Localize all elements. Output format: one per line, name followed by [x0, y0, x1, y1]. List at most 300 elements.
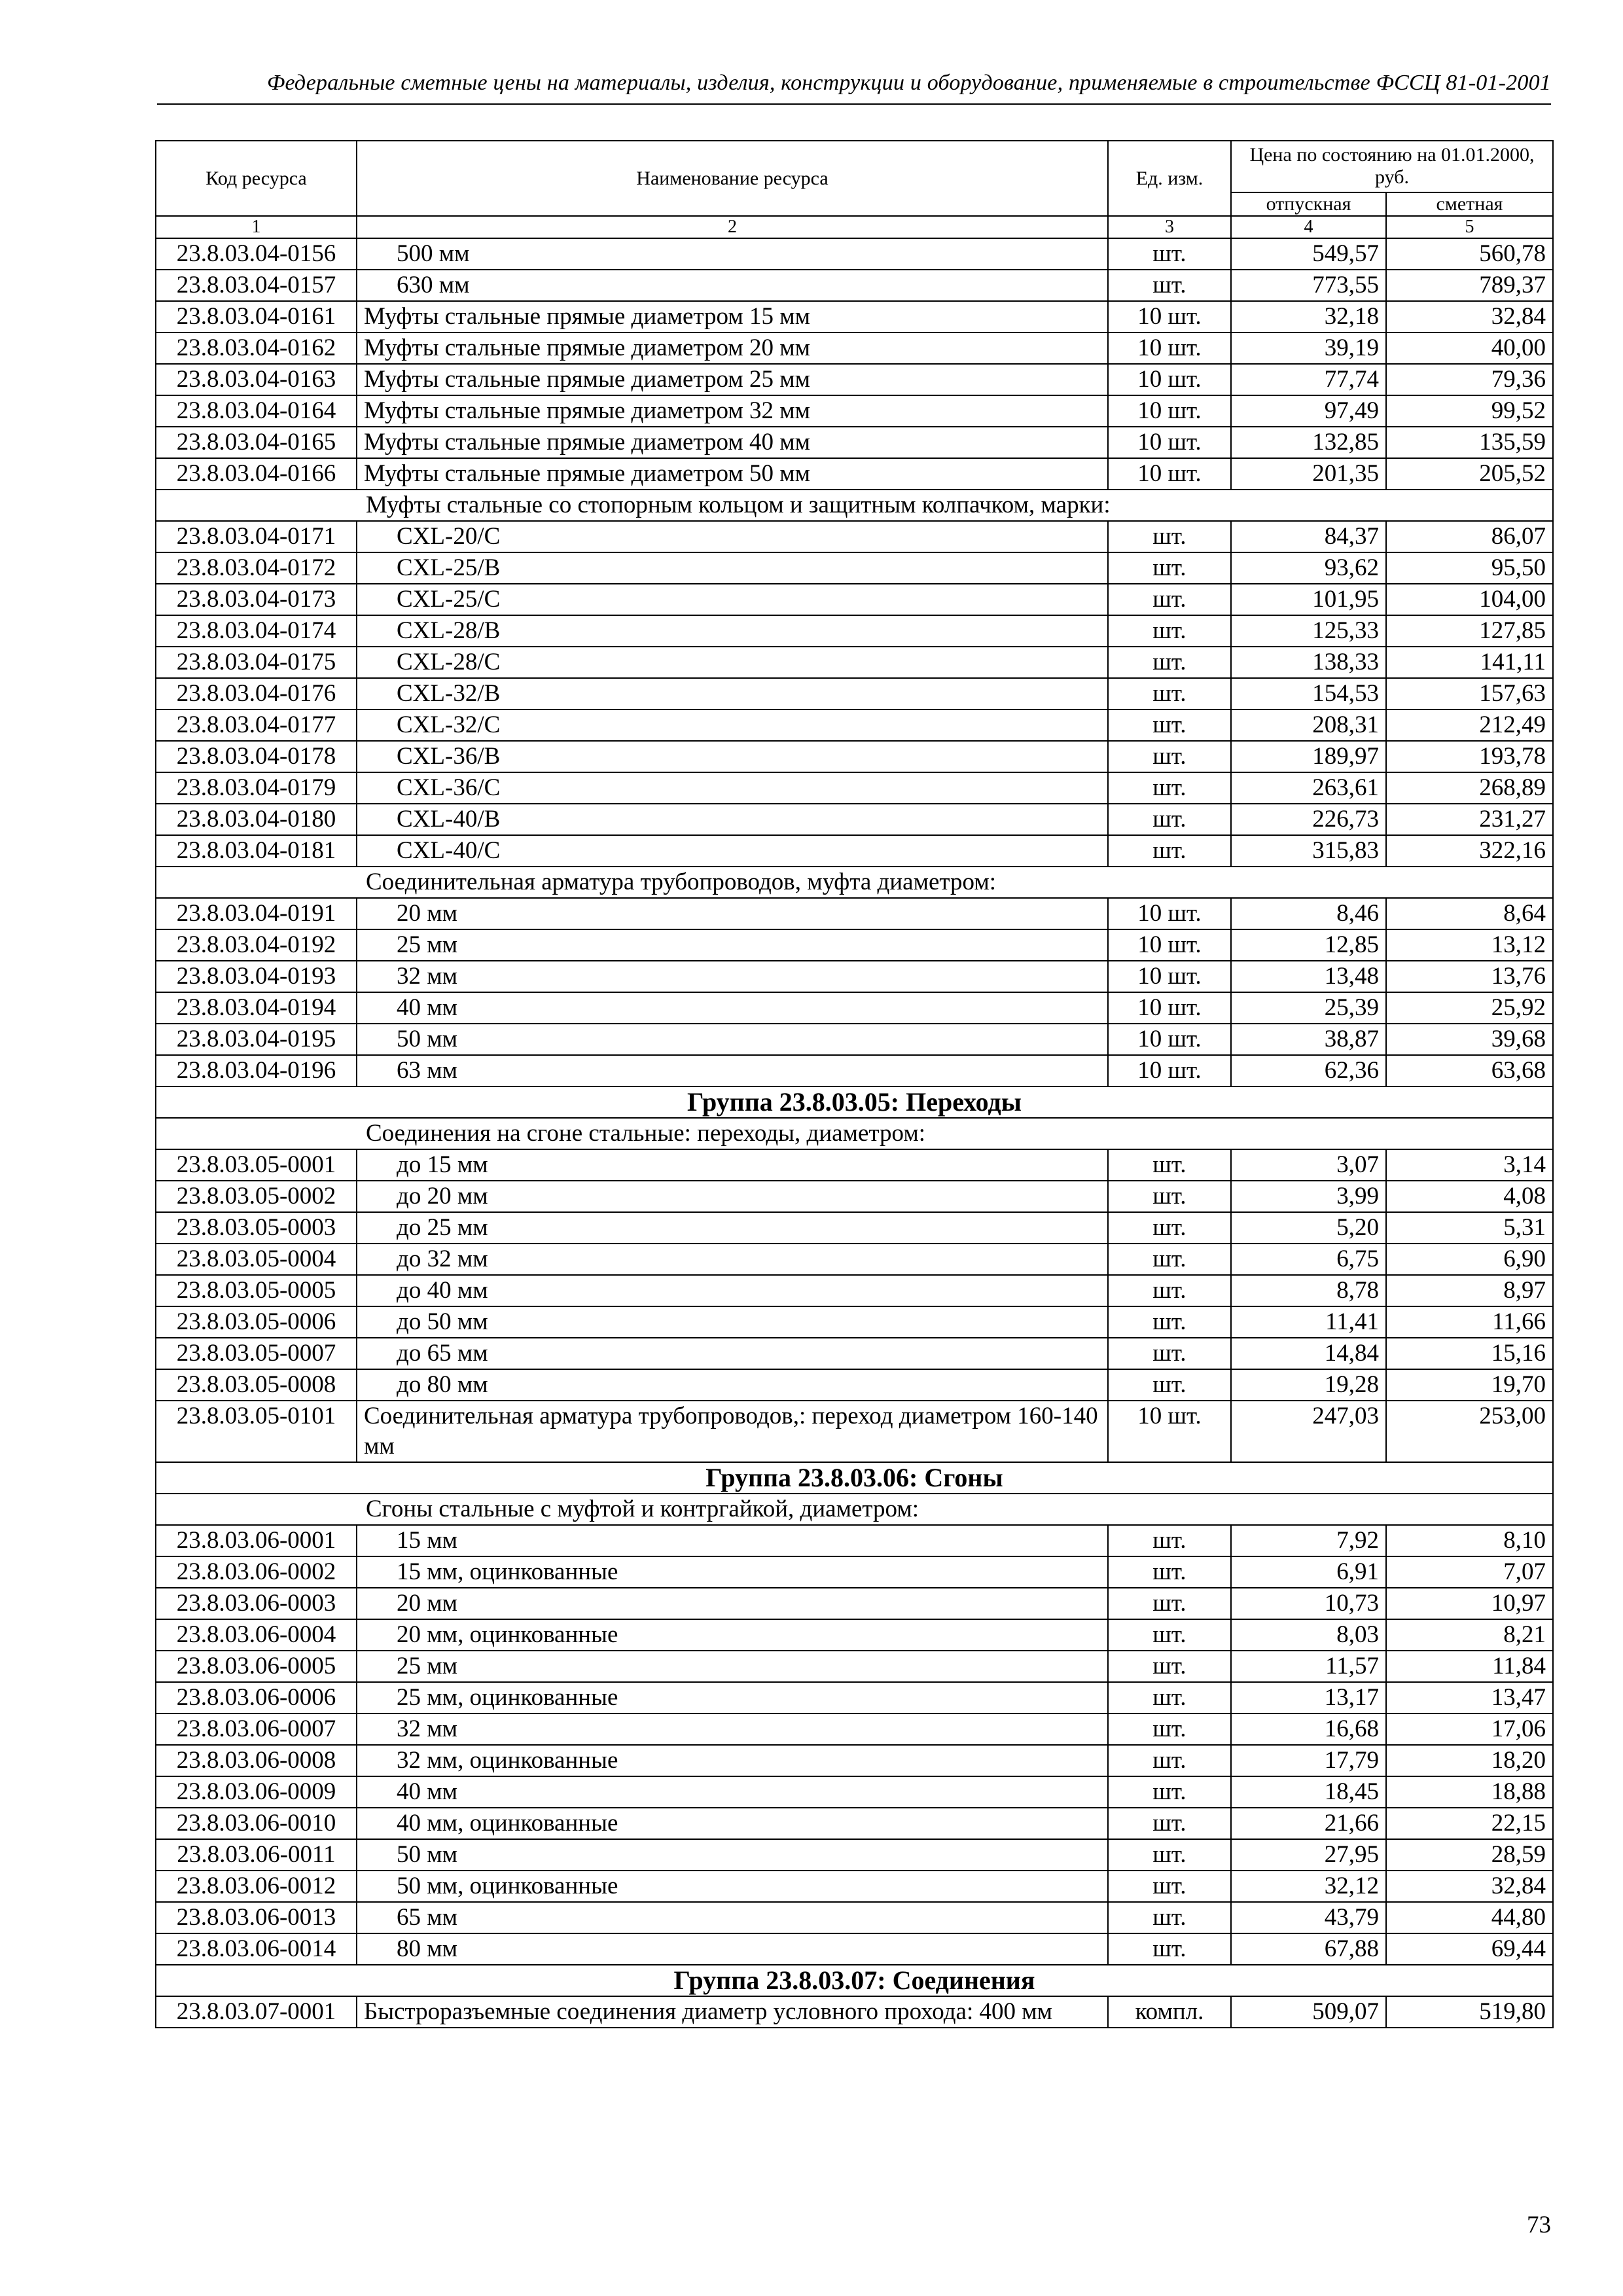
resource-code: 23.8.03.06-0001 [156, 1525, 357, 1556]
release-price: 154,53 [1231, 678, 1386, 709]
unit-of-measure: шт. [1108, 1306, 1231, 1338]
resource-name: CXL-20/C [357, 521, 1108, 552]
table-row [156, 678, 1553, 709]
table-row [156, 1871, 1553, 1902]
release-price: 93,62 [1231, 552, 1386, 584]
resource-code: 23.8.03.05-0004 [156, 1244, 357, 1275]
table-row [156, 395, 1553, 427]
resource-code: 23.8.03.04-0174 [156, 615, 357, 647]
estimate-price: 40,00 [1386, 332, 1553, 364]
unit-of-measure: шт. [1108, 1149, 1231, 1181]
table-row [156, 1776, 1553, 1808]
unit-of-measure: шт. [1108, 1556, 1231, 1588]
estimate-price: 44,80 [1386, 1902, 1553, 1933]
resource-name: 32 мм [357, 961, 1108, 992]
unit-of-measure: шт. [1108, 772, 1231, 804]
release-price: 11,41 [1231, 1306, 1386, 1338]
resource-code: 23.8.03.06-0005 [156, 1651, 357, 1682]
table-row [156, 427, 1553, 458]
table-row [156, 552, 1553, 584]
resource-name: 32 мм, оцинкованные [357, 1745, 1108, 1776]
unit-of-measure: шт. [1108, 615, 1231, 647]
resource-code: 23.8.03.04-0179 [156, 772, 357, 804]
unit-of-measure: 10 шт. [1108, 427, 1231, 458]
section-heading-row [156, 1118, 1553, 1149]
resource-name: 50 мм, оцинкованные [357, 1871, 1108, 1902]
release-price: 84,37 [1231, 521, 1386, 552]
resource-name: до 32 мм [357, 1244, 1108, 1275]
estimate-price: 8,10 [1386, 1525, 1553, 1556]
unit-of-measure: 10 шт. [1108, 898, 1231, 929]
estimate-price: 22,15 [1386, 1808, 1553, 1839]
estimate-price: 8,64 [1386, 898, 1553, 929]
resource-code: 23.8.03.05-0101 [156, 1401, 357, 1462]
estimate-price: 231,27 [1386, 804, 1553, 835]
estimate-price: 135,59 [1386, 427, 1553, 458]
estimate-price: 253,00 [1386, 1401, 1553, 1462]
release-price: 10,73 [1231, 1588, 1386, 1619]
unit-of-measure: шт. [1108, 1776, 1231, 1808]
table-row [156, 1808, 1553, 1839]
unit-of-measure: 10 шт. [1108, 301, 1231, 332]
unit-of-measure: шт. [1108, 1933, 1231, 1965]
resource-name: 630 мм [357, 270, 1108, 301]
resource-name: 40 мм [357, 992, 1108, 1024]
resource-code: 23.8.03.06-0002 [156, 1556, 357, 1588]
estimate-price: 519,80 [1386, 1996, 1553, 2028]
estimate-price: 15,16 [1386, 1338, 1553, 1369]
column-number-row [156, 216, 1553, 238]
unit-of-measure: 10 шт. [1108, 458, 1231, 490]
release-price: 6,75 [1231, 1244, 1386, 1275]
resource-name: 25 мм [357, 929, 1108, 961]
group-heading-row [156, 1965, 1553, 1996]
estimate-price: 39,68 [1386, 1024, 1553, 1055]
unit-of-measure: шт. [1108, 1651, 1231, 1682]
resource-code: 23.8.03.06-0006 [156, 1682, 357, 1713]
group-heading-row [156, 1086, 1553, 1118]
resource-code: 23.8.03.04-0176 [156, 678, 357, 709]
unit-of-measure: шт. [1108, 1902, 1231, 1933]
release-price: 32,12 [1231, 1871, 1386, 1902]
release-price: 13,48 [1231, 961, 1386, 992]
header-estimate-price: сметная [1386, 192, 1553, 216]
table-row [156, 1682, 1553, 1713]
release-price: 8,03 [1231, 1619, 1386, 1651]
estimate-price: 79,36 [1386, 364, 1553, 395]
resource-code: 23.8.03.06-0009 [156, 1776, 357, 1808]
unit-of-measure: шт. [1108, 1619, 1231, 1651]
unit-of-measure: шт. [1108, 1275, 1231, 1306]
estimate-price: 4,08 [1386, 1181, 1553, 1212]
estimate-price: 32,84 [1386, 301, 1553, 332]
estimate-price: 13,12 [1386, 929, 1553, 961]
resource-name: Быстроразъемные соединения диаметр условного прохода: 400 мм [357, 1996, 1108, 2028]
release-price: 773,55 [1231, 270, 1386, 301]
column-number: 2 [357, 216, 1108, 238]
release-price: 77,74 [1231, 364, 1386, 395]
estimate-price: 13,76 [1386, 961, 1553, 992]
resource-name: Соединительная арматура трубопроводов,: переход диаметром 160-140 мм [357, 1401, 1108, 1462]
release-price: 138,33 [1231, 647, 1386, 678]
release-price: 18,45 [1231, 1776, 1386, 1808]
table-row [156, 1024, 1553, 1055]
resource-code: 23.8.03.04-0178 [156, 741, 357, 772]
section-heading: Соединения на сгоне стальные: переходы, диаметром: [156, 1118, 1553, 1149]
release-price: 201,35 [1231, 458, 1386, 490]
release-price: 13,17 [1231, 1682, 1386, 1713]
unit-of-measure: шт. [1108, 1588, 1231, 1619]
estimate-price: 11,84 [1386, 1651, 1553, 1682]
table-row [156, 992, 1553, 1024]
resource-name: CXL-28/B [357, 615, 1108, 647]
unit-of-measure: шт. [1108, 521, 1231, 552]
table-row [156, 1275, 1553, 1306]
estimate-price: 99,52 [1386, 395, 1553, 427]
table-row [156, 238, 1553, 270]
resource-code: 23.8.03.04-0191 [156, 898, 357, 929]
resource-code: 23.8.03.05-0008 [156, 1369, 357, 1401]
section-heading-row [156, 490, 1553, 521]
release-price: 101,95 [1231, 584, 1386, 615]
table-row [156, 1401, 1553, 1462]
release-price: 67,88 [1231, 1933, 1386, 1965]
table-row [156, 1996, 1553, 2028]
release-price: 14,84 [1231, 1338, 1386, 1369]
resource-name: Муфты стальные прямые диаметром 25 мм [357, 364, 1108, 395]
resource-name: до 25 мм [357, 1212, 1108, 1244]
resource-name: 15 мм [357, 1525, 1108, 1556]
estimate-price: 268,89 [1386, 772, 1553, 804]
page-number: 73 [1527, 2212, 1551, 2238]
estimate-price: 25,92 [1386, 992, 1553, 1024]
header-release-price: отпускная [1231, 192, 1386, 216]
table-row [156, 1181, 1553, 1212]
unit-of-measure: шт. [1108, 1713, 1231, 1745]
table-row [156, 1306, 1553, 1338]
resource-code: 23.8.03.04-0161 [156, 301, 357, 332]
resource-code: 23.8.03.05-0006 [156, 1306, 357, 1338]
table-row [156, 1212, 1553, 1244]
estimate-price: 86,07 [1386, 521, 1553, 552]
unit-of-measure: шт. [1108, 552, 1231, 584]
unit-of-measure: шт. [1108, 1808, 1231, 1839]
estimate-price: 95,50 [1386, 552, 1553, 584]
table-row [156, 835, 1553, 867]
release-price: 3,07 [1231, 1149, 1386, 1181]
table-row [156, 1619, 1553, 1651]
resource-name: до 50 мм [357, 1306, 1108, 1338]
resource-code: 23.8.03.04-0194 [156, 992, 357, 1024]
estimate-price: 18,88 [1386, 1776, 1553, 1808]
resource-name: Муфты стальные прямые диаметром 32 мм [357, 395, 1108, 427]
estimate-price: 10,97 [1386, 1588, 1553, 1619]
resource-name: 65 мм [357, 1902, 1108, 1933]
unit-of-measure: шт. [1108, 270, 1231, 301]
resource-name: до 20 мм [357, 1181, 1108, 1212]
resource-name: CXL-28/C [357, 647, 1108, 678]
header-rule [157, 103, 1551, 105]
release-price: 5,20 [1231, 1212, 1386, 1244]
table-row [156, 961, 1553, 992]
unit-of-measure: шт. [1108, 1244, 1231, 1275]
estimate-price: 5,31 [1386, 1212, 1553, 1244]
table-row [156, 1839, 1553, 1871]
resource-code: 23.8.03.06-0003 [156, 1588, 357, 1619]
table-row [156, 1933, 1553, 1965]
release-price: 21,66 [1231, 1808, 1386, 1839]
release-price: 16,68 [1231, 1713, 1386, 1745]
table-row [156, 709, 1553, 741]
resource-code: 23.8.03.04-0193 [156, 961, 357, 992]
table-row [156, 1244, 1553, 1275]
resource-name: Муфты стальные прямые диаметром 50 мм [357, 458, 1108, 490]
release-price: 62,36 [1231, 1055, 1386, 1086]
resource-code: 23.8.03.04-0166 [156, 458, 357, 490]
resource-code: 23.8.03.04-0156 [156, 238, 357, 270]
resource-code: 23.8.03.04-0165 [156, 427, 357, 458]
resource-name: 32 мм [357, 1713, 1108, 1745]
resource-code: 23.8.03.06-0014 [156, 1933, 357, 1965]
resource-code: 23.8.03.04-0162 [156, 332, 357, 364]
unit-of-measure: шт. [1108, 1212, 1231, 1244]
table-row [156, 898, 1553, 929]
resource-name: 25 мм, оцинкованные [357, 1682, 1108, 1713]
resource-code: 23.8.03.05-0007 [156, 1338, 357, 1369]
unit-of-measure: шт. [1108, 1525, 1231, 1556]
table-row [156, 647, 1553, 678]
release-price: 32,18 [1231, 301, 1386, 332]
resource-name: CXL-36/C [357, 772, 1108, 804]
resource-name: 20 мм [357, 1588, 1108, 1619]
resource-name: Муфты стальные прямые диаметром 15 мм [357, 301, 1108, 332]
estimate-price: 127,85 [1386, 615, 1553, 647]
estimate-price: 17,06 [1386, 1713, 1553, 1745]
resource-code: 23.8.03.06-0010 [156, 1808, 357, 1839]
estimate-price: 104,00 [1386, 584, 1553, 615]
column-number: 3 [1108, 216, 1231, 238]
resource-name: 20 мм [357, 898, 1108, 929]
unit-of-measure: шт. [1108, 1338, 1231, 1369]
release-price: 226,73 [1231, 804, 1386, 835]
price-table [155, 140, 1554, 2028]
estimate-price: 141,11 [1386, 647, 1553, 678]
section-heading: Муфты стальные со стопорным кольцом и защитным колпачком, марки: [156, 490, 1553, 521]
unit-of-measure: шт. [1108, 709, 1231, 741]
resource-code: 23.8.03.06-0011 [156, 1839, 357, 1871]
unit-of-measure: шт. [1108, 1839, 1231, 1871]
header-unit: Ед. изм. [1108, 141, 1231, 216]
resource-name: до 80 мм [357, 1369, 1108, 1401]
resource-code: 23.8.03.05-0005 [156, 1275, 357, 1306]
table-row [156, 1055, 1553, 1086]
resource-code: 23.8.03.07-0001 [156, 1996, 357, 2028]
resource-name: 63 мм [357, 1055, 1108, 1086]
table-row [156, 364, 1553, 395]
unit-of-measure: шт. [1108, 1682, 1231, 1713]
table-body [156, 238, 1553, 2028]
resource-name: CXL-25/C [357, 584, 1108, 615]
estimate-price: 322,16 [1386, 835, 1553, 867]
estimate-price: 8,21 [1386, 1619, 1553, 1651]
table-row [156, 1525, 1553, 1556]
unit-of-measure: 10 шт. [1108, 1401, 1231, 1462]
resource-name: CXL-32/C [357, 709, 1108, 741]
group-heading: Группа 23.8.03.07: Соединения [156, 1965, 1553, 1996]
table-row [156, 1588, 1553, 1619]
release-price: 97,49 [1231, 395, 1386, 427]
section-heading: Соединительная арматура трубопроводов, муфта диаметром: [156, 867, 1553, 898]
resource-name: 25 мм [357, 1651, 1108, 1682]
unit-of-measure: шт. [1108, 584, 1231, 615]
estimate-price: 212,49 [1386, 709, 1553, 741]
release-price: 549,57 [1231, 238, 1386, 270]
resource-name: Муфты стальные прямые диаметром 40 мм [357, 427, 1108, 458]
unit-of-measure: 10 шт. [1108, 364, 1231, 395]
table-row [156, 1902, 1553, 1933]
resource-code: 23.8.03.06-0004 [156, 1619, 357, 1651]
estimate-price: 19,70 [1386, 1369, 1553, 1401]
estimate-price: 13,47 [1386, 1682, 1553, 1713]
release-price: 38,87 [1231, 1024, 1386, 1055]
unit-of-measure: 10 шт. [1108, 992, 1231, 1024]
resource-code: 23.8.03.04-0157 [156, 270, 357, 301]
table-row [156, 270, 1553, 301]
release-price: 263,61 [1231, 772, 1386, 804]
resource-name: CXL-40/C [357, 835, 1108, 867]
resource-code: 23.8.03.04-0195 [156, 1024, 357, 1055]
release-price: 25,39 [1231, 992, 1386, 1024]
estimate-price: 11,66 [1386, 1306, 1553, 1338]
group-heading: Группа 23.8.03.05: Переходы [156, 1086, 1553, 1118]
unit-of-measure: 10 шт. [1108, 1055, 1231, 1086]
unit-of-measure: шт. [1108, 1181, 1231, 1212]
estimate-price: 193,78 [1386, 741, 1553, 772]
table-row [156, 1338, 1553, 1369]
resource-code: 23.8.03.05-0001 [156, 1149, 357, 1181]
table-row [156, 1745, 1553, 1776]
resource-name: 500 мм [357, 238, 1108, 270]
release-price: 8,78 [1231, 1275, 1386, 1306]
resource-code: 23.8.03.05-0002 [156, 1181, 357, 1212]
header-code: Код ресурса [156, 141, 357, 216]
resource-code: 23.8.03.06-0007 [156, 1713, 357, 1745]
table-header-row [156, 141, 1553, 192]
release-price: 315,83 [1231, 835, 1386, 867]
table-row [156, 804, 1553, 835]
unit-of-measure: шт. [1108, 1745, 1231, 1776]
column-number: 4 [1231, 216, 1386, 238]
release-price: 19,28 [1231, 1369, 1386, 1401]
table-row [156, 1369, 1553, 1401]
resource-name: Муфты стальные прямые диаметром 20 мм [357, 332, 1108, 364]
unit-of-measure: 10 шт. [1108, 1024, 1231, 1055]
table-row [156, 1651, 1553, 1682]
estimate-price: 7,07 [1386, 1556, 1553, 1588]
resource-name: 40 мм [357, 1776, 1108, 1808]
table-row [156, 458, 1553, 490]
table-row [156, 521, 1553, 552]
estimate-price: 789,37 [1386, 270, 1553, 301]
estimate-price: 6,90 [1386, 1244, 1553, 1275]
resource-name: 40 мм, оцинкованные [357, 1808, 1108, 1839]
estimate-price: 205,52 [1386, 458, 1553, 490]
estimate-price: 18,20 [1386, 1745, 1553, 1776]
table-row [156, 741, 1553, 772]
unit-of-measure: шт. [1108, 678, 1231, 709]
unit-of-measure: 10 шт. [1108, 961, 1231, 992]
resource-code: 23.8.03.06-0012 [156, 1871, 357, 1902]
unit-of-measure: шт. [1108, 835, 1231, 867]
release-price: 27,95 [1231, 1839, 1386, 1871]
release-price: 12,85 [1231, 929, 1386, 961]
resource-name: 20 мм, оцинкованные [357, 1619, 1108, 1651]
release-price: 8,46 [1231, 898, 1386, 929]
resource-name: до 40 мм [357, 1275, 1108, 1306]
release-price: 7,92 [1231, 1525, 1386, 1556]
header-price-group: Цена по состоянию на 01.01.2000, руб. [1231, 141, 1553, 192]
resource-code: 23.8.03.04-0196 [156, 1055, 357, 1086]
column-number: 5 [1386, 216, 1553, 238]
unit-of-measure: шт. [1108, 1369, 1231, 1401]
section-heading-row [156, 1494, 1553, 1525]
unit-of-measure: шт. [1108, 647, 1231, 678]
unit-of-measure: шт. [1108, 238, 1231, 270]
resource-name: до 65 мм [357, 1338, 1108, 1369]
estimate-price: 560,78 [1386, 238, 1553, 270]
resource-code: 23.8.03.04-0171 [156, 521, 357, 552]
resource-name: 50 мм [357, 1839, 1108, 1871]
unit-of-measure: шт. [1108, 1871, 1231, 1902]
unit-of-measure: компл. [1108, 1996, 1231, 2028]
group-heading: Группа 23.8.03.06: Сгоны [156, 1462, 1553, 1494]
release-price: 509,07 [1231, 1996, 1386, 2028]
unit-of-measure: 10 шт. [1108, 929, 1231, 961]
release-price: 189,97 [1231, 741, 1386, 772]
resource-code: 23.8.03.04-0172 [156, 552, 357, 584]
release-price: 6,91 [1231, 1556, 1386, 1588]
resource-code: 23.8.03.05-0003 [156, 1212, 357, 1244]
resource-code: 23.8.03.06-0008 [156, 1745, 357, 1776]
unit-of-measure: 10 шт. [1108, 395, 1231, 427]
table-row [156, 615, 1553, 647]
estimate-price: 69,44 [1386, 1933, 1553, 1965]
release-price: 125,33 [1231, 615, 1386, 647]
running-header: Федеральные сметные цены на материалы, изделия, конструкции и оборудование, применяемые в строительстве ФССЦ 81-01-2001 [266, 71, 1551, 95]
estimate-price: 32,84 [1386, 1871, 1553, 1902]
table-row [156, 929, 1553, 961]
release-price: 3,99 [1231, 1181, 1386, 1212]
resource-name: CXL-36/B [357, 741, 1108, 772]
resource-code: 23.8.03.04-0192 [156, 929, 357, 961]
section-heading-row [156, 867, 1553, 898]
table-row [156, 584, 1553, 615]
resource-name: 15 мм, оцинкованные [357, 1556, 1108, 1588]
resource-code: 23.8.03.04-0164 [156, 395, 357, 427]
resource-name: CXL-32/B [357, 678, 1108, 709]
release-price: 11,57 [1231, 1651, 1386, 1682]
estimate-price: 157,63 [1386, 678, 1553, 709]
resource-code: 23.8.03.04-0180 [156, 804, 357, 835]
table-row [156, 1149, 1553, 1181]
resource-name: CXL-25/B [357, 552, 1108, 584]
table-row [156, 1556, 1553, 1588]
estimate-price: 8,97 [1386, 1275, 1553, 1306]
release-price: 132,85 [1231, 427, 1386, 458]
resource-name: 50 мм [357, 1024, 1108, 1055]
release-price: 43,79 [1231, 1902, 1386, 1933]
estimate-price: 3,14 [1386, 1149, 1553, 1181]
